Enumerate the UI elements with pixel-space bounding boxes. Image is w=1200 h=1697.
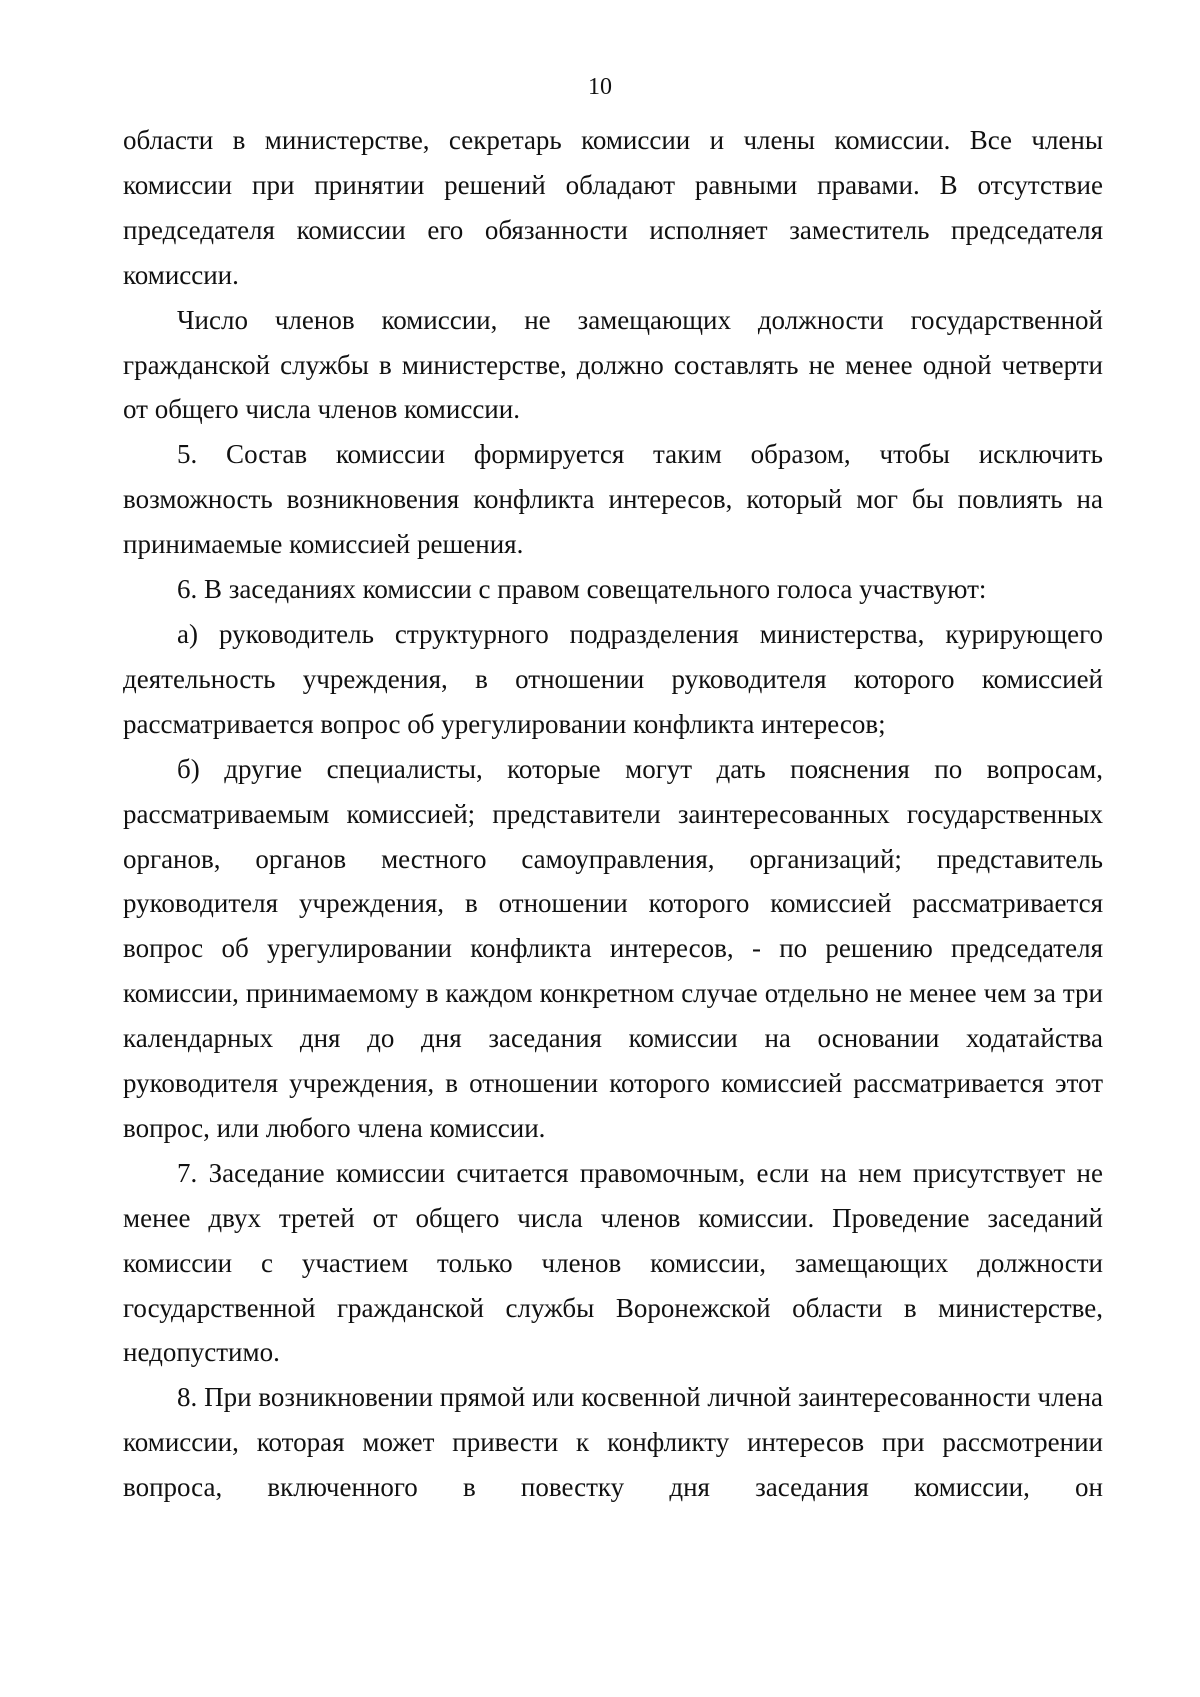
document-body: [123, 118, 1103, 1510]
paragraph-continuation: области в министерстве, секретарь комиссии и члены комиссии. Все члены комиссии при принятии решений обладают равными правами. В отсутствие председателя комиссии его обязанности исполняет заместитель председателя комиссии.: [123, 125, 1103, 290]
page-number: 10: [588, 74, 612, 100]
paragraph-item-7: 7. Заседание комиссии считается правомочным, если на нем присутствует не менее двух третей от общего числа членов комиссии. Проведение заседаний комиссии с участием только членов комиссии, замещающих должности государственной гражданской службы Воронежской области в министерстве, недопустимо.: [123, 1157, 1103, 1368]
paragraph-item-6b: б) другие специалисты, которые могут дать пояснения по вопросам, рассматриваемым комиссией; представители заинтересованных государственных органов, органов местного самоуправления, организаций; представитель руководителя учреждения, в отношении которого комиссией рассматривается вопрос об урегулировании конфликта интересов, - по решению председателя комиссии, принимаемому в каждом конкретном случае отдельно не менее чем за три календарных дня до дня заседания комиссии на основании ходатайства руководителя учреждения, в отношении которого комиссией рассматривается этот вопрос, или любого члена комиссии.: [123, 753, 1103, 1143]
paragraph-item-6a: а) руководитель структурного подразделения министерства, курирующего деятельность учреждения, в отношении руководителя которого комиссией рассматривается вопрос об урегулировании конфликта интересов;: [123, 618, 1103, 739]
paragraph-item-5: 5. Состав комиссии формируется таким образом, чтобы исключить возможность возникновения конфликта интересов, который мог бы повлиять на принимаемые комиссией решения.: [123, 439, 1103, 560]
paragraph-item-8: 8. При возникновении прямой или косвенной личной заинтересованности члена комиссии, которая может привести к конфликту интересов при рассмотрении вопроса, включенного в повестку дня заседания комиссии, он: [123, 1382, 1103, 1503]
paragraph-item-6: 6. В заседаниях комиссии с правом совещательного голоса участвуют:: [177, 574, 987, 605]
paragraph-members-count: Число членов комиссии, не замещающих должности государственной гражданской службы в министерстве, должно составлять не менее одной четверти от общего числа членов комиссии.: [123, 304, 1103, 425]
